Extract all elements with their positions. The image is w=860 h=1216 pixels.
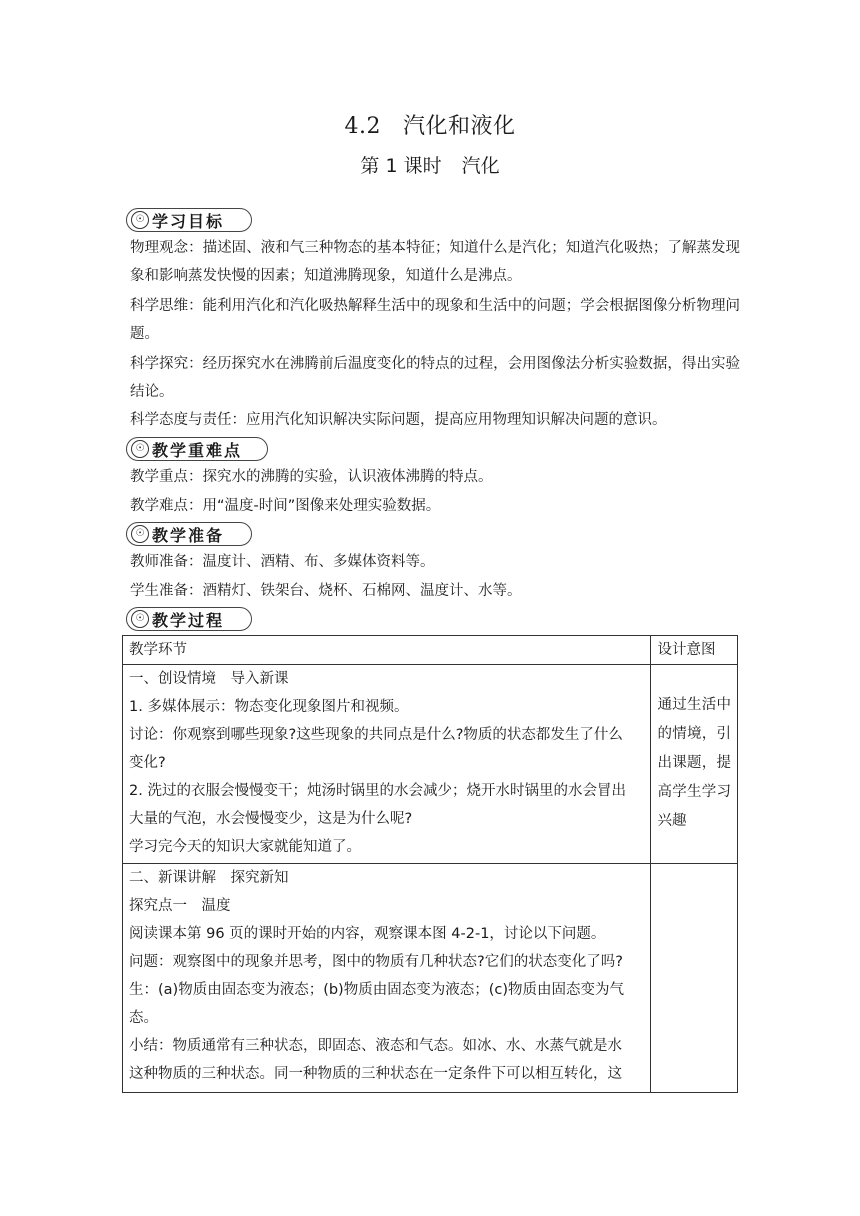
table-cell-intent-1 [651,665,738,864]
text-line: 一、创设情境 导入新课 [129,671,289,687]
text-line: 问题：观察图中的现象并思考，图中的物质有几种状态?它们的状态变化了吗? [129,954,623,970]
text-line: 1. 多媒体展示：物态变化现象图片和视频。 [129,699,409,715]
table-header-cell [651,636,738,665]
badge-icon: ☉ [131,440,149,458]
preparation-badge [126,522,252,546]
process-table [122,635,738,1093]
text-line: 阅读课本第 96 页的课时开始的内容，观察课本图 4-2-1，讨论以下问题。 [129,926,606,942]
header-teaching-stage: 教学环节 [129,642,187,658]
goal-physics-concept: 物理观念：描述固、液和气三种物态的基本特征；知道什么是汽化；知道汽化吸热；了解蒸发现象和影响蒸发快慢的因素；知道沸腾现象，知道什么是沸点。 [130,240,740,284]
lesson-topic: 汽化 [461,155,500,177]
lesson-number: 第 1 课时 [360,155,442,177]
text-line: 二、新课讲解 探究新知 [129,870,289,886]
table-cell-intent-2 [651,864,738,1093]
key-point: 教学重点：探究水的沸腾的实验，认识液体沸腾的特点。 [130,469,493,485]
key-points-badge [126,437,268,461]
teacher-preparation: 教师准备：温度计、酒精、布、多媒体资料等。 [130,554,435,570]
goal-scientific-inquiry: 科学探究：经历探究水在沸腾前后温度变化的特点的过程，会用图像法分析实验数据，得出实验结论。 [130,356,740,400]
text-line: 学习完今天的知识大家就能知道了。 [129,839,361,855]
header-design-intent: 设计意图 [657,642,716,658]
table-row [123,665,738,864]
table-header-row [123,636,738,665]
difficult-point: 教学难点：用“温度-时间”图像来处理实验数据。 [130,498,441,514]
text-line: 这种物质的三种状态。同一种物质的三种状态在一定条件下可以相互转化，这 [129,1066,622,1082]
section-title-text: 汽化和液化 [402,114,516,139]
lesson-subtitle [0,153,860,179]
goals-badge-label: 学习目标 [152,211,225,231]
text-line: 小结：物质通常有三种状态，即固态、液态和气态。如冰、水、水蒸气就是水 [129,1038,622,1054]
table-cell-stage-1 [123,665,651,864]
preparation-badge-label: 教学准备 [152,525,225,545]
text-line: 大量的气泡，水会慢慢变少，这是为什么呢? [129,811,413,827]
table-row [123,864,738,1093]
text-line: 2. 洗过的衣服会慢慢变干；炖汤时锅里的水会减少；烧开水时锅里的水会冒出 [129,783,626,799]
text-line: 探究点一 温度 [129,898,231,914]
goals-badge [126,208,252,232]
text-line: 讨论：你观察到哪些现象?这些现象的共同点是什么?物质的状态都发生了什么 [129,727,623,743]
text-line: 生：(a)物质由固态变为液态；(b)物质由固态变为液态；(c)物质由固态变为气 [129,982,625,998]
process-badge-label: 教学过程 [152,610,225,630]
badge-icon: ☉ [131,610,149,628]
goal-attitude-responsibility: 科学态度与责任：应用汽化知识解决实际问题，提高应用物理知识解决问题的意识。 [130,412,667,428]
table-cell-stage-2 [123,864,651,1093]
text-line: 态。 [129,1010,158,1026]
design-intent-text: 通过生活中的情境，引出课题，提高学生学习兴趣 [657,697,731,829]
process-badge [126,607,252,631]
table-header-cell [123,636,651,665]
goal-scientific-thinking: 科学思维：能利用汽化和汽化吸热解释生活中的现象和生活中的问题；学会根据图像分析物理问题。 [130,298,740,342]
section-title [0,112,860,142]
key-points-badge-label: 教学重难点 [152,440,243,460]
text-line: 变化? [129,755,166,771]
section-number: 4.2 [344,114,381,139]
badge-icon: ☉ [131,525,149,543]
student-preparation: 学生准备：酒精灯、铁架台、烧杯、石棉网、温度计、水等。 [130,583,522,599]
badge-icon: ☉ [131,211,149,229]
